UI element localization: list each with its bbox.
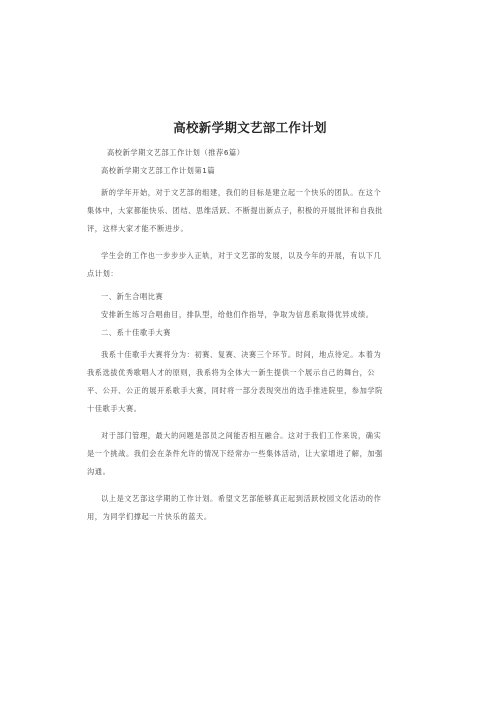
paragraph-management: [87, 427, 415, 481]
paragraph-line: 点计划：: [87, 269, 119, 278]
paragraph-line: 对于部门管理，最大的问题是部员之间能否相互融合。这对于我们工作来说，确实: [101, 431, 382, 440]
paragraph-line: 我系选拔优秀歌唱人才的原则，我系将为全体大一新生提供一个展示自己的舞台，公: [87, 368, 376, 377]
paragraph-intro: [87, 184, 415, 238]
paragraph-line: 学生会的工作也一步步步入正轨，对于文艺部的发展，以及今年的开展，有以下几: [101, 251, 382, 260]
heading-singer-contest: 二、系十佳歌手大赛: [101, 328, 172, 337]
paragraph-line: 以上是文艺部这学期的工作计划。希望文艺部能够真正起到活跃校园文化活动的作: [101, 494, 382, 503]
paragraph-line: 沟通。: [87, 467, 111, 476]
paragraph-line: 评，这样大家才能不断进步。: [87, 224, 189, 233]
paragraph-line: 新的学年开始，对于文艺部的组建，我们的目标是建立起一个快乐的团队。在这个: [101, 188, 382, 197]
document-title: 高校新学期文艺部工作计划: [173, 120, 327, 135]
heading-choir: 一、新生合唱比赛: [101, 292, 164, 301]
paragraph-line: 平、公开、公正的展开系歌手大赛，同时将一部分表现突出的选手推进院里，参加学院: [87, 386, 383, 395]
paragraph-line: 用，为同学们撑起一片快乐的蓝天。: [87, 512, 212, 521]
paragraph-singer-contest: [87, 346, 415, 418]
paragraph-line: 十佳歌手大赛。: [87, 404, 142, 413]
paragraph-line: 集体中，大家都能快乐、团结、思维活跃、不断提出新点子，积极的开展批评和自我批: [87, 206, 383, 215]
document-body: [87, 148, 415, 535]
paragraph-conclusion: [87, 490, 415, 526]
section-title: 高校新学期文艺部工作计划第1篇: [101, 166, 216, 175]
paragraph-plan: [87, 247, 415, 283]
paragraph-line: 我系十佳歌手大赛将分为：初赛、复赛、决赛三个环节。时间，地点待定。本着为: [101, 350, 382, 359]
paragraph-line: 是一个挑战。我们会在条件允许的情况下经常办一些集体活动，让大家增进了解，加强: [87, 449, 383, 458]
document-subtitle: 高校新学期文艺部工作计划（推荐6篇）: [107, 148, 245, 157]
paragraph-choir: 安排新生练习合唱曲目，排队型，给他们作指导，争取为信息系取得优异成绩。: [101, 310, 374, 319]
